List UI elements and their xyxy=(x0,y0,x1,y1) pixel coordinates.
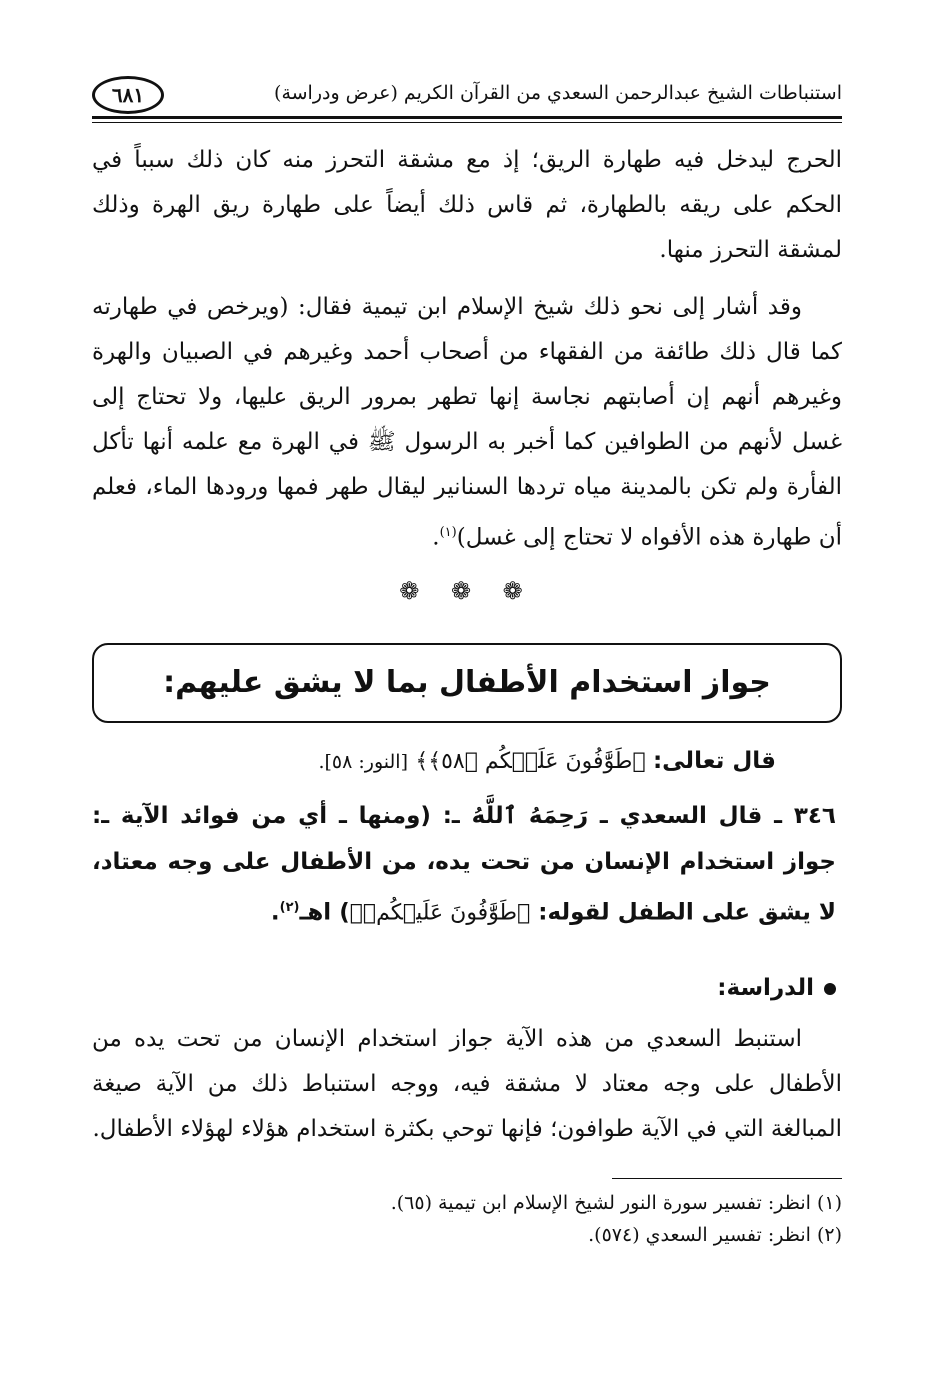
footnote-number: (١) xyxy=(816,1192,842,1215)
footnote-2 xyxy=(92,1219,842,1251)
running-header xyxy=(92,60,842,118)
study-heading-text: الدراسة: xyxy=(717,975,814,1002)
quote-number-intro: ٣٤٦ ـ قال السعدي ـ رَحِمَهُ ٱللَّهُ ـ: xyxy=(442,802,836,829)
footnote-ref-1: (١) xyxy=(439,525,457,540)
header-rule xyxy=(92,116,842,119)
running-title: استنباطات الشيخ عبدالرحمن السعدي من القرآن الكريم (عرض ودراسة) xyxy=(274,82,842,104)
footnotes xyxy=(92,1187,842,1251)
verse-line xyxy=(92,739,842,785)
study-paragraph: استنبط السعدي من هذه الآية جواز استخدام الإنسان من تحت يده من الأطفال على وجه معتاد لا مشقة فيه، ووجه استنباط ذلك من الآية صيغة المبالغة التي في الآية طوافون؛ فإنها توحي بكثرة استخدام هؤلاء لهؤلاء الأطفال. xyxy=(92,1026,842,1143)
quote-text: (ومنها ـ أي من فوائد الآية ـ: جواز استخدام الإنسان من تحت يده، من الأطفال على وجه معتاد، لا يشق على الطفل لقوله: xyxy=(92,802,836,926)
footnote-1 xyxy=(92,1187,842,1219)
paragraph-2-end: . xyxy=(432,524,440,551)
page-number: ٦٨١ xyxy=(92,76,164,114)
footnote-ref-2: (٢) xyxy=(279,899,300,915)
study-heading xyxy=(92,966,842,1011)
footnote-separator xyxy=(612,1178,842,1179)
quote-period: . xyxy=(270,899,280,926)
section-title-box xyxy=(92,643,842,723)
verse-intro: قال تعالى: xyxy=(652,747,776,774)
quote-verse: ﴿طَوَّٰفُونَ عَلَيۡكُمۡ﴾ xyxy=(349,900,531,926)
bullet-icon xyxy=(824,983,836,995)
saadi-quote xyxy=(92,793,842,937)
footnote-text: انظر: تفسير السعدي (٥٧٤). xyxy=(588,1224,811,1247)
header-rule-thin xyxy=(92,122,842,123)
footnote-text: انظر: تفسير سورة النور لشيخ الإسلام ابن تيمية (٦٥). xyxy=(390,1192,811,1215)
footnote-number: (٢) xyxy=(816,1224,842,1247)
paragraph-1: الحرج ليدخل فيه طهارة الريق؛ إذ مع مشقة التحرز منه كان ذلك سبباً في الحكم على ريقه بالطهارة، ثم قاس ذلك أيضاً على طهارة ريق الهرة وذلك لمشقة التحرز منها. xyxy=(92,147,842,263)
quote-end: ) اهـ xyxy=(299,899,350,926)
section-ornament: ❁ ❁ ❁ xyxy=(399,576,535,605)
verse-reference: [النور: ٥٨]. xyxy=(318,750,408,773)
paragraph-2 xyxy=(92,285,842,561)
verse-text: ﴿طَوَّٰفُونَ عَلَيۡكُم ﴿٥٨﴾﴾ xyxy=(415,748,646,774)
book-page xyxy=(92,60,842,1251)
section-title: جواز استخدام الأطفال بما لا يشق عليهم: xyxy=(163,665,771,701)
paragraph-2-text: وقد أشار إلى نحو ذلك شيخ الإسلام ابن تيمية فقال: (ويرخص في طهارته كما قال ذلك طائفة من الفقهاء من أصحاب أحمد وغيرهم في الصبيان والهرة وغيرهم أنهم إن أصابتهم نجاسة إنها تطهر بمرور الريق عليها، ولا تحتاج إلى غسل لأنهم من الطوافين كما أخبر به الرسول ﷺ في الهرة مع علمه أنها تأكل الفأرة ولم تكن بالمدينة مياه تردها السنانير ليقال طهر فمها ورودها الماء، فعلم أن طهارة هذه الأفواه لا تحتاج إلى غسل) xyxy=(92,294,842,551)
